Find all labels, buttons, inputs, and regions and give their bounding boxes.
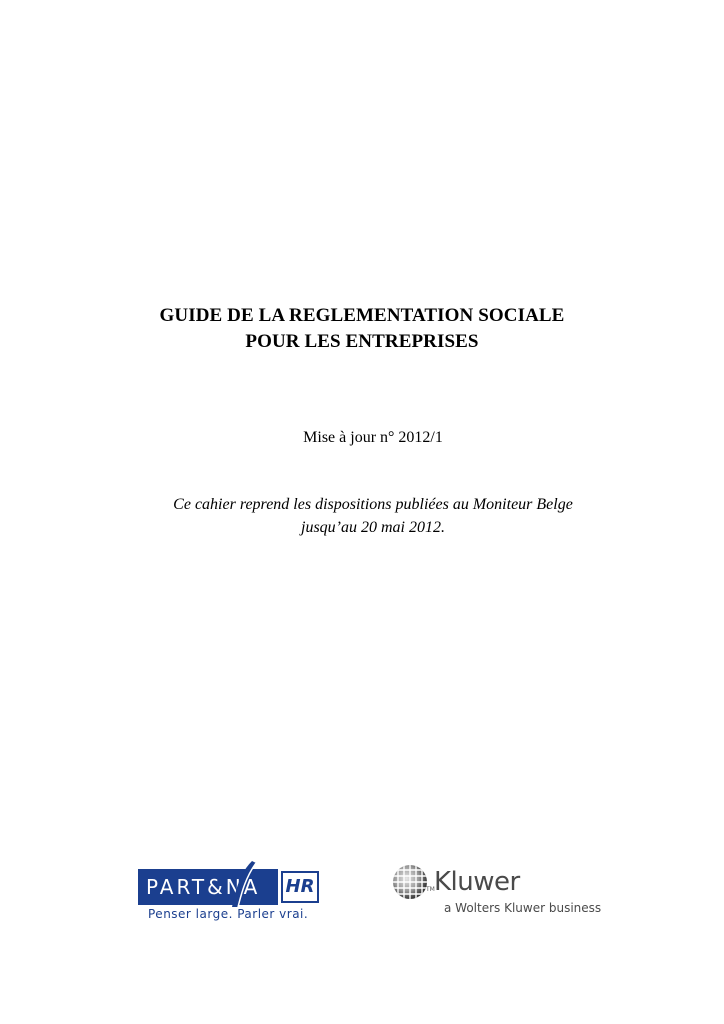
notice-line-1: Ce cahier reprend les dispositions publiées au Moniteur Belge (173, 496, 573, 513)
partena-swoosh-icon (218, 859, 258, 909)
title-line-2: POUR LES ENTREPRISES (245, 331, 479, 352)
kluwer-sphere-icon (392, 864, 428, 900)
kluwer-tagline: a Wolters Kluwer business (444, 901, 602, 915)
partena-logo-wordmark: PART&NA (146, 875, 261, 899)
partena-hr-logo (138, 859, 328, 925)
kluwer-wordmark: Kluwer (434, 867, 520, 897)
title-line-1: GUIDE DE LA REGLEMENTATION SOCIALE (159, 305, 565, 326)
update-number: Mise à jour n° 2012/1 (303, 429, 443, 446)
publication-notice (0, 493, 724, 539)
document-title (0, 303, 724, 355)
partena-hr-badge: HR (281, 871, 319, 903)
kluwer-logo (390, 862, 630, 924)
kluwer-trademark: TM (426, 886, 435, 893)
partena-tagline: Penser large. Parler vrai. (148, 907, 309, 921)
notice-line-2: jusqu’au 20 mai 2012. (301, 519, 445, 536)
